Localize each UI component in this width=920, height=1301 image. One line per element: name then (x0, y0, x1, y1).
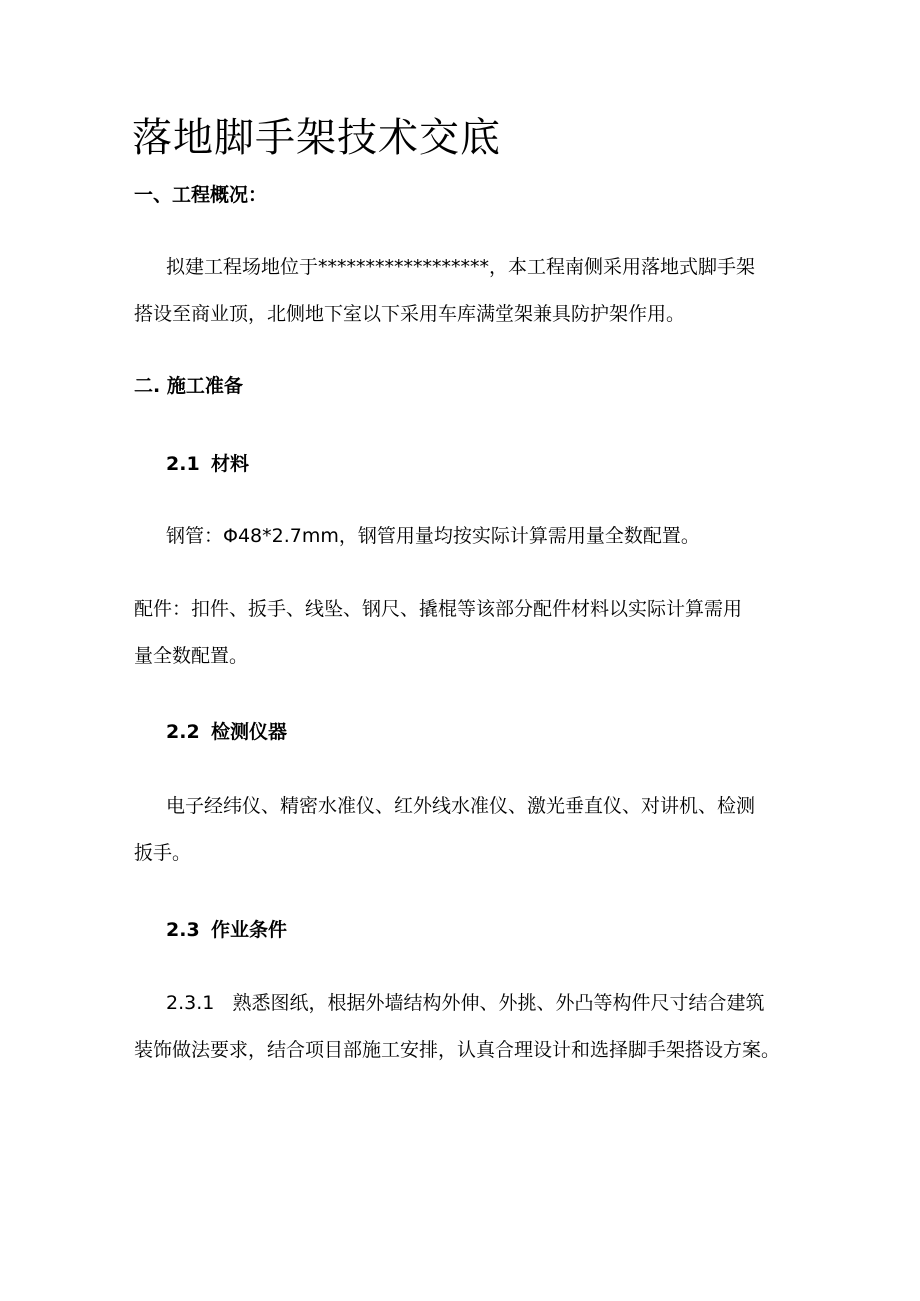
work-conditions-paragraph-line-2: 装饰做法要求，结合项目部施工安排，认真合理设计和选择脚手架搭设方案。 (134, 1039, 781, 1061)
subsection-number: 2.3 (166, 919, 200, 941)
subsection-title: 材料 (211, 453, 250, 475)
section-2-heading: 二. 施工准备 (134, 375, 243, 397)
document-title: 落地脚手架技术交底 (132, 115, 501, 161)
section-1-paragraph-line-2: 搭设至商业顶，北侧地下室以下采用车库满堂架兼具防护架作用。 (134, 303, 686, 325)
work-conditions-paragraph-line-1 (166, 989, 765, 1017)
subsection-number: 2.2 (166, 721, 200, 743)
fittings-paragraph-line-1: 配件：扣件、扳手、线坠、钢尺、撬棍等该部分配件材料以实际计算需用 (134, 598, 743, 620)
instruments-paragraph-line-2: 扳手。 (134, 842, 192, 864)
subsection-2-2-heading (166, 718, 287, 746)
instruments-paragraph-line-1: 电子经纬仪、精密水准仪、红外线水准仪、激光垂直仪、对讲机、检测 (166, 795, 756, 817)
subsection-2-1-heading (166, 450, 249, 478)
steel-pipe-paragraph: 钢管：Φ48*2.7mm，钢管用量均按实际计算需用量全数配置。 (166, 525, 700, 547)
subsection-title: 作业条件 (211, 919, 288, 941)
item-number: 2.3.1 (166, 992, 215, 1014)
section-1-paragraph-line-1: 拟建工程场地位于******************，本工程南侧采用落地式脚手架 (166, 256, 756, 278)
item-text: 熟悉图纸，根据外墙结构外伸、外挑、外凸等构件尺寸结合建筑 (232, 992, 765, 1014)
subsection-title: 检测仪器 (211, 721, 288, 743)
subsection-number: 2.1 (166, 453, 200, 475)
fittings-paragraph-line-2: 量全数配置。 (134, 645, 249, 667)
section-1-heading: 一、工程概况： (134, 184, 268, 206)
subsection-2-3-heading (166, 916, 287, 944)
